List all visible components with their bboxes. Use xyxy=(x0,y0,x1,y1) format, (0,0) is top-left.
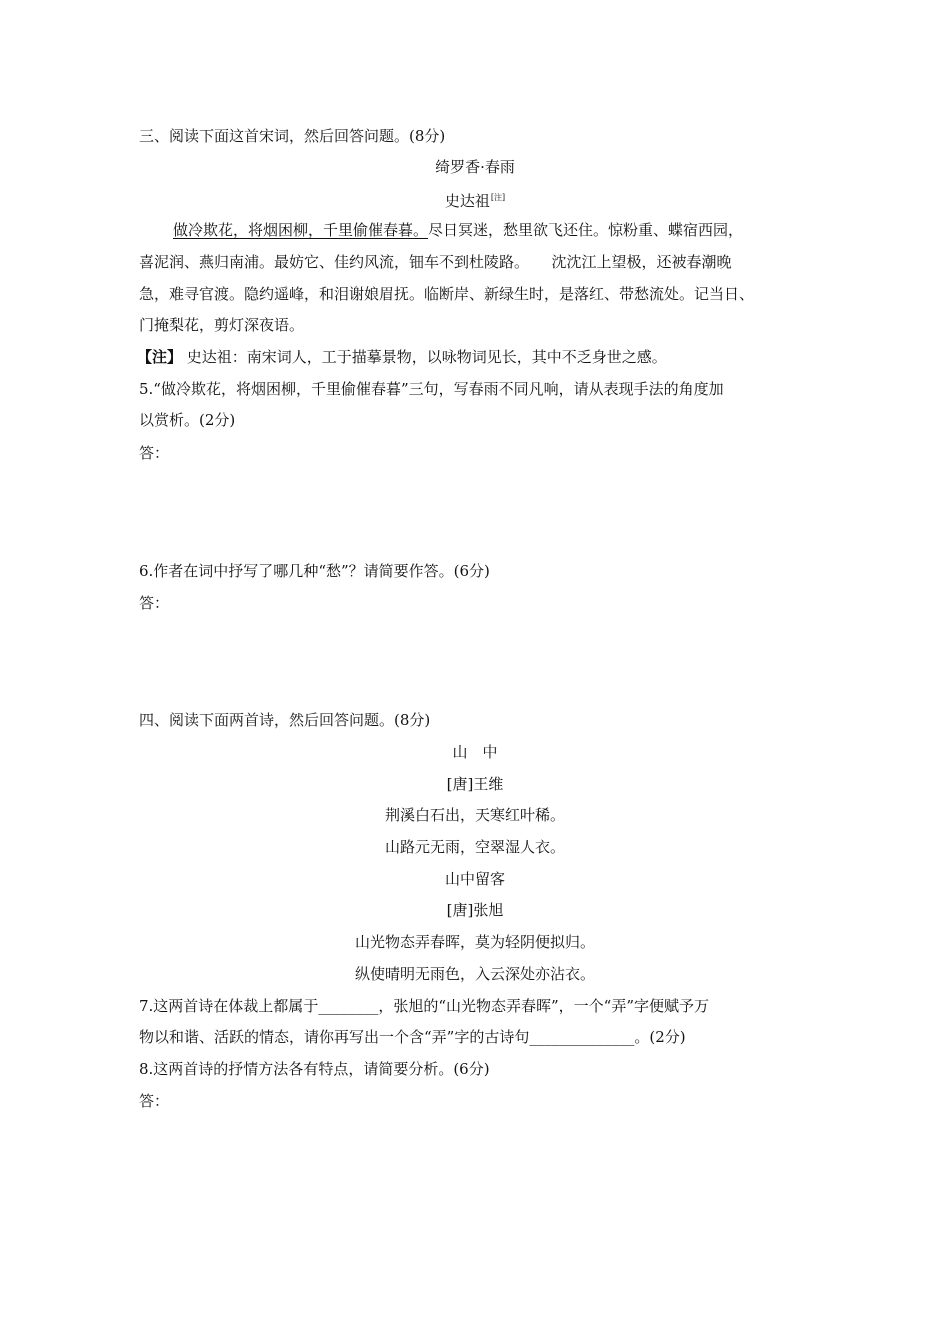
note-text: 史达祖：南宋词人，工于描摹景物，以咏物词见长，其中不乏身世之感。 xyxy=(186,348,667,366)
poem1-line-1: 荆溪白石出，天寒红叶稀。 xyxy=(384,806,565,824)
poem-line-2: 喜泥润、燕归南浦。最妨它、佳约风流，钿车不到杜陵路。 沈沈江上望极，还被春潮晚 xyxy=(139,253,732,271)
poem1-author: [唐]王维 xyxy=(446,775,504,793)
question-8: 8.这两首诗的抒情方法各有特点，请简要分析。(6分) xyxy=(139,1060,490,1078)
section3-heading: 三、阅读下面这首宋词，然后回答问题。(8分) xyxy=(139,127,446,145)
poem-author xyxy=(0,188,950,211)
section4-heading: 四、阅读下面两首诗，然后回答问题。(8分) xyxy=(139,711,431,729)
poem1-line-2: 山路元无雨，空翠湿人衣。 xyxy=(384,838,565,856)
question-5-line-2: 以赏析。(2分) xyxy=(139,411,236,429)
underlined-phrase: 做冷欺花，将烟困柳，千里偷催春暮。 xyxy=(173,221,429,239)
poem2-line-2: 纵使晴明无雨色，入云深处亦沾衣。 xyxy=(354,965,595,983)
author-note-mark: [注] xyxy=(490,193,506,202)
question-7-line-1: 7.这两首诗在体裁上都属于________，张旭的“山光物态弄春晖”，一个“弄”字便赋予万 xyxy=(139,997,709,1015)
poem-line-1 xyxy=(173,220,743,240)
question-6-answer-label: 答： xyxy=(139,594,170,612)
poem2-title: 山中留客 xyxy=(444,870,505,888)
question-5-line-1: 5.“做冷欺花，将烟困柳，千里偷催春暮”三句，写春雨不同凡响，请从表现手法的角度加 xyxy=(139,380,724,398)
poem2-author: [唐]张旭 xyxy=(446,901,504,919)
author-note xyxy=(137,347,667,367)
question-7-line-2: 物以和谐、活跃的情态，请你再写出一个含“弄”字的古诗句______________。(2分) xyxy=(139,1028,686,1046)
poem-line-4: 门掩梨花，剪灯深夜语。 xyxy=(139,316,305,334)
note-label: 【注】 xyxy=(137,348,183,366)
poem-line-1-rest: 尽日冥迷，愁里欲飞还住。惊粉重、蝶宿西园， xyxy=(428,221,744,239)
author-name: 史达祖 xyxy=(444,192,490,210)
poem1-title: 山 中 xyxy=(452,743,498,761)
poem-title: 绮罗香·春雨 xyxy=(435,158,515,176)
poem2-line-1: 山光物态弄春晖，莫为轻阴便拟归。 xyxy=(354,933,595,951)
question-6: 6.作者在词中抒写了哪几种“愁”？请简要作答。(6分) xyxy=(139,562,490,580)
question-5-answer-label: 答： xyxy=(139,444,170,462)
question-8-answer-label: 答： xyxy=(139,1092,170,1110)
poem-line-3: 急，难寻官渡。隐约遥峰，和泪谢娘眉抚。临断岸、新绿生时，是落红、带愁流处。记当日、 xyxy=(139,285,755,303)
